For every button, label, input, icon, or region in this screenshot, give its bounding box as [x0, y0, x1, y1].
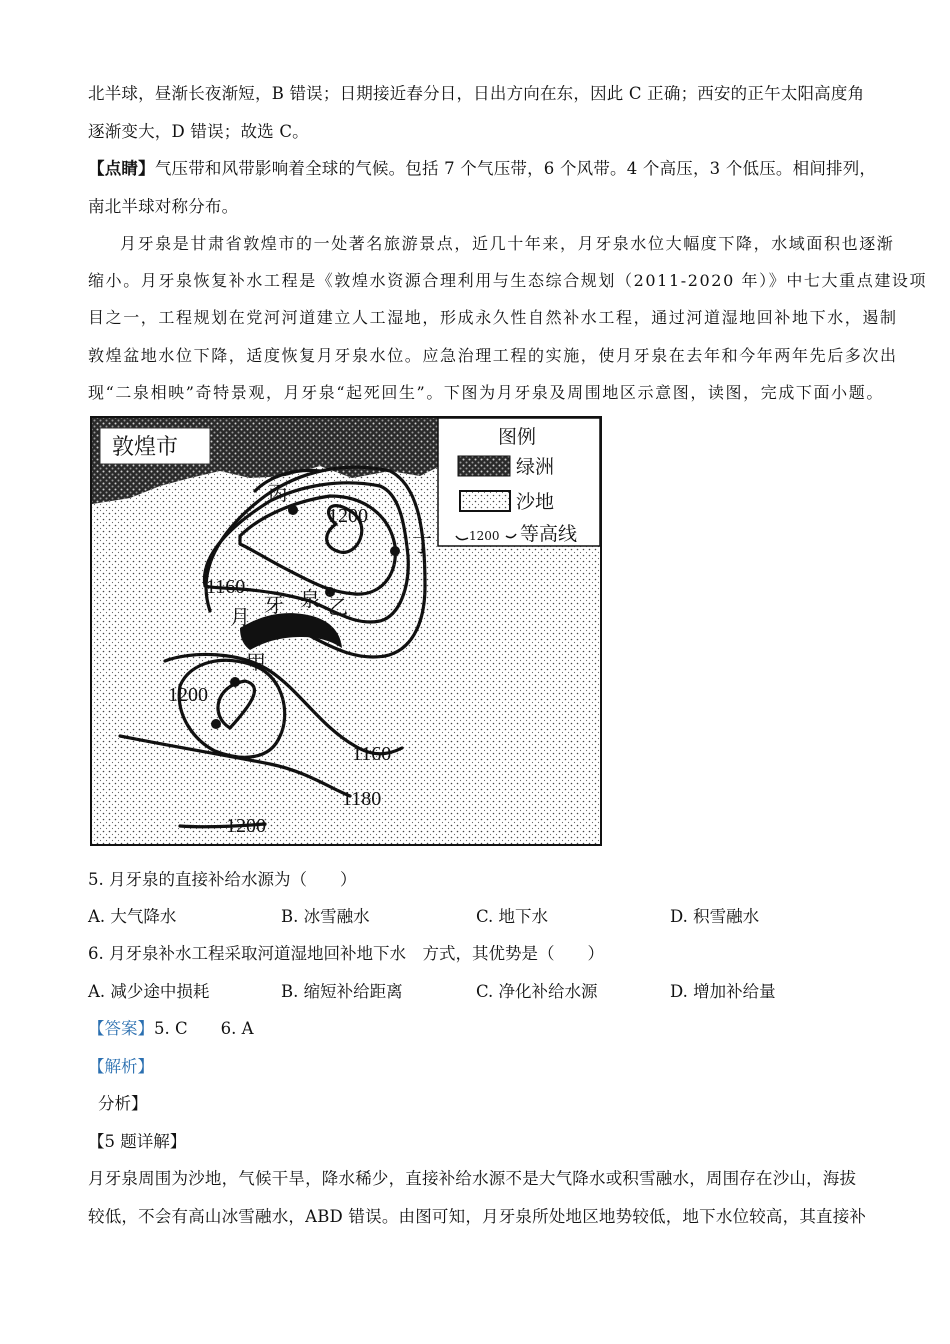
text-line: 逐渐变大，D 错误；故选 C。 [88, 122, 309, 141]
label-spring-quan: 泉 [300, 587, 320, 611]
answer-tag: 【答案】 [88, 1019, 154, 1038]
detail5-line: 较低，不会有高山冰雪融水，ABD 错误。由图可知，月牙泉所处地区地势较低，地下水位较高，其直接补 [88, 1207, 867, 1226]
answer-line [88, 1015, 254, 1039]
contour-map [90, 416, 602, 846]
contour-value: 1200 [328, 505, 368, 527]
legend-sand-label: 沙地 [516, 491, 555, 513]
question-5-stem: 5. 月牙泉的直接补给水源为（ ） [88, 870, 357, 889]
dianjing-tag: 【点睛】 [88, 159, 155, 178]
point-bing [288, 505, 298, 515]
dianjing-text: 气压带和风带影响着全球的气候。包括 7 个气压带，6 个风带。4 个高压，3 个低压。相间排列， [154, 159, 877, 178]
legend-contour-value: 1200 [469, 529, 500, 543]
contour-value: 1160 [206, 576, 246, 598]
label-jia: 甲 [246, 650, 266, 674]
q6-option-b: B. 缩短补给距离 [281, 982, 403, 1001]
label-yi: 乙 [328, 595, 348, 619]
contour-value: 1200 [168, 684, 208, 706]
contour-value: 1160 [352, 743, 392, 765]
label-ding: 丁 [412, 533, 432, 557]
passage-line: 目之一，工程规划在党河河道建立人工湿地，形成永久性自然补水工程，通过河道湿地回补地下水，遏制 [88, 308, 898, 327]
legend-oasis-swatch [458, 456, 510, 476]
city-label: 敦煌市 [112, 435, 179, 460]
q5-option-a: A. 大气降水 [88, 907, 177, 926]
q5-option-d: D. 积雪融水 [670, 907, 760, 926]
q5-option-c: C. 地下水 [476, 907, 549, 926]
point-jia [230, 677, 240, 687]
q6-option-a: A. 减少途中损耗 [88, 982, 210, 1001]
legend-sand-swatch [460, 491, 510, 511]
passage-line: 敦煌盆地水位下降，适度恢复月牙泉水位。应急治理工程的实施，使月牙泉在去年和今年两年先后多次出 [88, 346, 898, 365]
legend-contour-label: 等高线 [520, 523, 578, 545]
passage-line: 现“二泉相映”奇特景观，月牙泉“起死回生”。下图为月牙泉及周围地区示意图，读图，完成下面小题。 [88, 383, 884, 402]
label-spring-ya: 牙 [264, 593, 284, 617]
contour-value: 1200 [226, 815, 266, 837]
legend-oasis-label: 绿洲 [516, 456, 555, 478]
legend [438, 418, 600, 546]
q6-option-c: C. 净化补给水源 [476, 982, 598, 1001]
answer-text: 5. C 6. A [154, 1019, 254, 1038]
dianjing-line [88, 155, 876, 179]
contour-value: 1180 [342, 788, 382, 810]
question-6-stem: 6. 月牙泉补水工程采取河道湿地回补地下水 方式，其优势是（ ） [88, 944, 604, 963]
point-peak [211, 719, 221, 729]
legend-title: 图例 [498, 426, 537, 448]
analysis-tag: 【解析】 [88, 1057, 154, 1076]
point-ding [390, 546, 400, 556]
label-spring-yue: 月 [230, 605, 250, 629]
q5-option-b: B. 冰雪融水 [281, 907, 370, 926]
text-line: 北半球，昼渐长夜渐短，B 错误；日期接近春分日，日出方向在东，因此 C 正确；西安的正午太阳高度角 [88, 84, 865, 103]
text-line: 南北半球对称分布。 [88, 197, 239, 216]
detail5-line: 月牙泉周围为沙地，气候干旱，降水稀少，直接补给水源不是大气降水或积雪融水，周围存在沙山，海拔 [88, 1169, 857, 1188]
label-bing: 丙 [268, 481, 288, 505]
detail5-tag: 【5 题详解】 [88, 1132, 187, 1151]
passage-line: 缩小。月牙泉恢复补水工程是《敦煌水资源合理利用与生态综合规划（2011-2020 年）》中七大重点建设项 [88, 271, 928, 290]
q6-option-d: D. 增加补给量 [670, 982, 776, 1001]
passage-line: 月牙泉是甘肃省敦煌市的一处著名旅游景点，近几十年来，月牙泉水位大幅度下降，水域面积也逐渐 [120, 234, 895, 253]
fenxi-label: 分析】 [98, 1094, 148, 1113]
